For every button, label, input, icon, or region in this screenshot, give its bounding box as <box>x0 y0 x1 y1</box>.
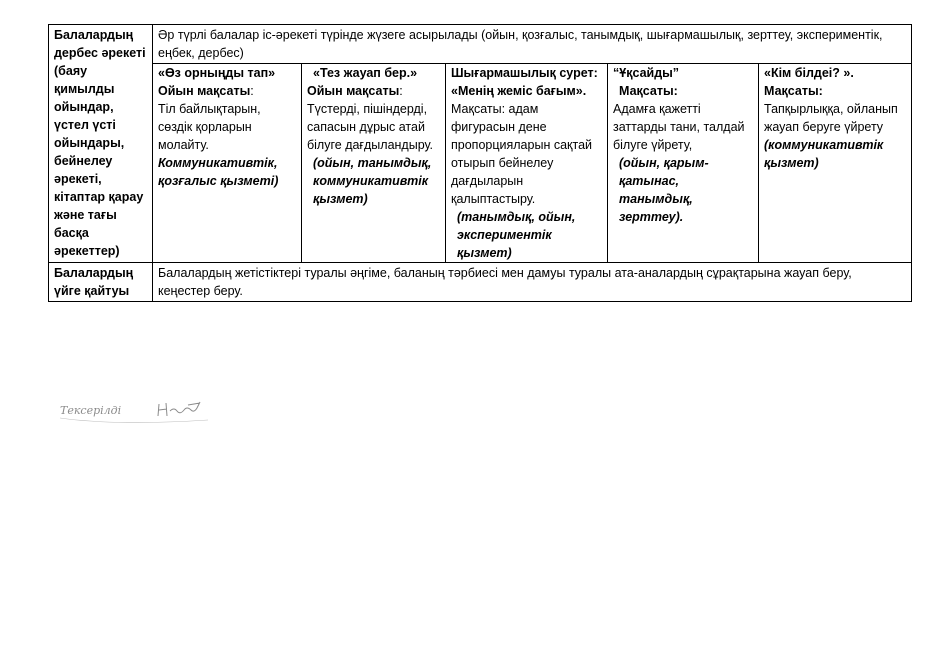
activity-title: “Ұқсайды” <box>613 66 680 80</box>
activity-title: «Өз орныңды тап» <box>158 66 276 80</box>
activity-goal-label: Ойын мақсаты <box>158 84 251 98</box>
activity-title: «Кім білдеі? ». <box>764 66 854 80</box>
activity-text: Тапқырлыққа, ойланып жауап беруге үйрету <box>764 102 898 134</box>
signature-scribble <box>158 402 200 416</box>
going-home-row <box>49 263 912 302</box>
row-header-independent-activity: Балалардың дербес әрекеті (баяу қимылды ойындар, үстел үсті ойындары, бейнелеу әрекеті, кітаптар қарау және тағы басқа әрекеттер) <box>49 25 153 263</box>
activity-tags: Коммуникативтік, қозғалыс қызметі) <box>158 156 279 188</box>
handwritten-signature <box>58 396 218 428</box>
activity-cell-1 <box>153 64 302 263</box>
activity-tags: (танымдық, ойын, экспериментік қызмет) <box>457 210 576 260</box>
activity-goal-label: Мақсаты: <box>764 84 823 98</box>
activity-goal-line <box>307 84 403 98</box>
activity-tags: (коммуникативтік қызмет) <box>764 138 884 170</box>
activity-goal-suffix: : <box>250 84 254 98</box>
activity-text: Мақсаты: адам фигурасын дене пропорцияларын сақтай отырып бейнелеу дағдыларын қалыптастыру. <box>451 102 593 206</box>
activity-title: Шығармашылық сурет: «Менің жеміс бағым». <box>451 66 598 98</box>
activity-cell-5 <box>759 64 912 263</box>
activity-cell-2 <box>302 64 446 263</box>
activity-tags: (ойын, танымдық, коммуникативтік қызмет) <box>313 156 432 206</box>
independent-activity-intro-row <box>49 25 912 64</box>
activity-text: Тіл байлықтарын, сөздік қорларын молайту. <box>158 102 261 152</box>
activity-goal-label: Ойын мақсаты <box>307 84 400 98</box>
activity-goal-suffix: : <box>399 84 403 98</box>
daily-plan-table <box>48 24 912 302</box>
signature-underline <box>60 418 208 423</box>
row-header-going-home: Балалардың үйге қайтуы <box>49 263 153 302</box>
activity-intro-text: Әр түрлі балалар іс-әрекеті түрінде жүзеге асырылады (ойын, қозғалыс, танымдық, шығармашылық, зерттеу, экспериментік, еңбек, дербес) <box>153 25 912 64</box>
activities-row <box>49 64 912 263</box>
activity-tags: (ойын, қарым-қатынас, танымдық, зерттеу). <box>619 156 709 224</box>
activity-cell-4 <box>608 64 759 263</box>
activity-goal-line <box>158 84 254 98</box>
activity-text: Адамға қажетті заттарды тани, талдай білуге үйрету, <box>613 102 745 152</box>
activity-cell-3 <box>446 64 608 263</box>
activity-goal-label: Мақсаты: <box>619 84 678 98</box>
going-home-text: Балалардың жетістіктері туралы әңгіме, баланың тәрбиесі мен дамуы туралы ата-аналардың сұрақтарына жауап беру, кеңестер беру. <box>153 263 912 302</box>
activity-text: Түстерді, пішіндерді, сапасын дұрыс атай білуге дағдыландыру. <box>307 102 433 152</box>
signature-label: Тексерілді <box>60 404 122 417</box>
activity-title: «Тез жауап бер.» <box>313 66 418 80</box>
